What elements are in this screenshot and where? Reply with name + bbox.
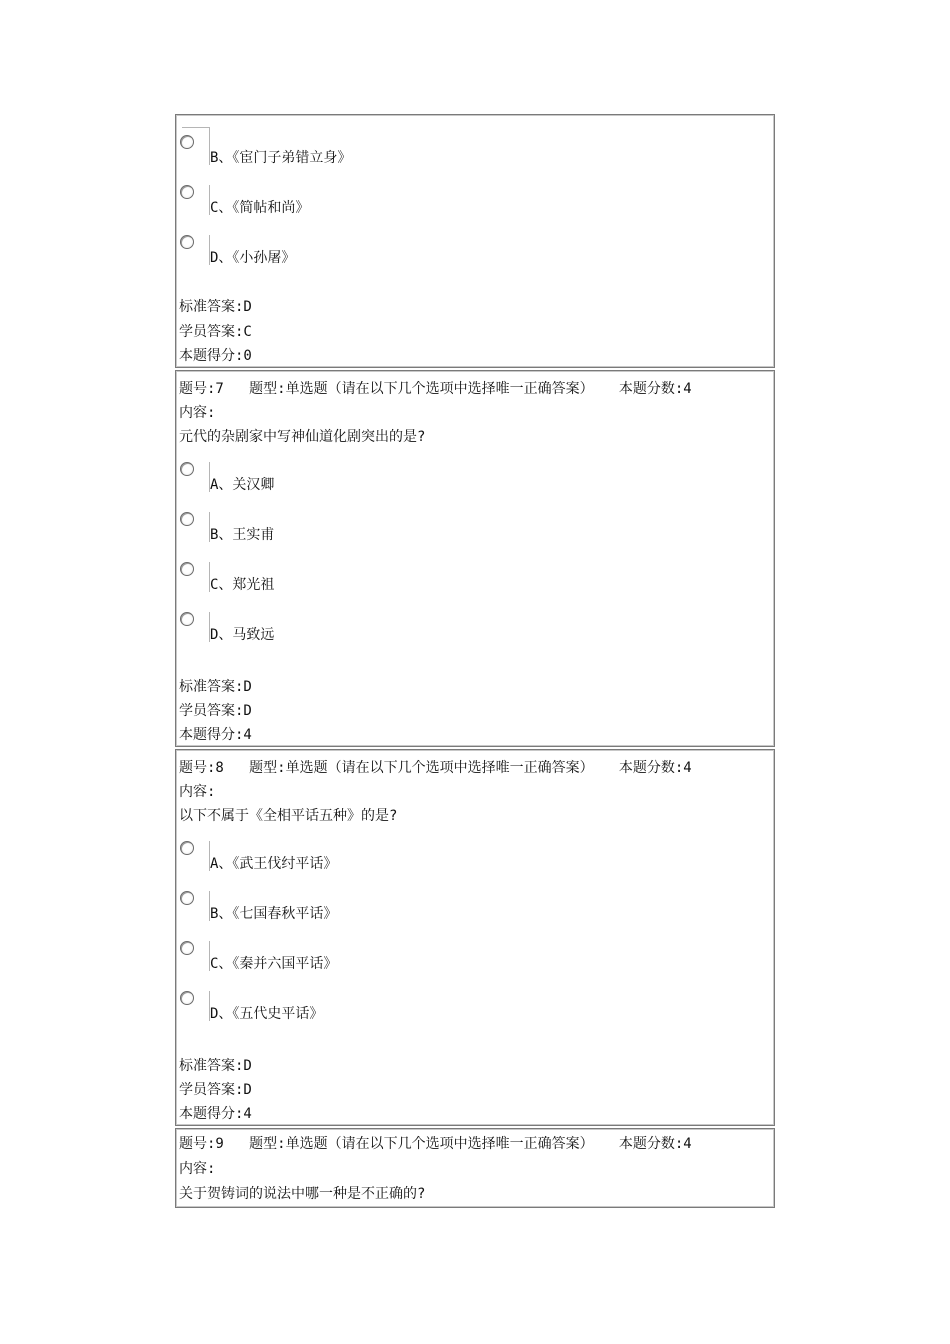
radio-button[interactable]: [180, 512, 194, 526]
option-label: B、《宦门子弟错立身》: [210, 150, 352, 166]
option-a[interactable]: [176, 462, 736, 498]
option-label: A、关汉卿: [210, 477, 275, 493]
option-d[interactable]: [176, 991, 736, 1027]
question-9-block: [175, 1128, 775, 1208]
radio-button[interactable]: [180, 891, 194, 905]
student-answer: 学员答案:D: [179, 1082, 252, 1098]
radio-button[interactable]: [180, 991, 194, 1005]
question-7-block: [175, 370, 775, 747]
question-text: 以下不属于《全相平话五种》的是?: [179, 808, 398, 824]
option-label: B、《七国春秋平话》: [210, 906, 338, 922]
option-label: D、《五代史平话》: [210, 1006, 324, 1022]
option-label: B、王实甫: [210, 527, 275, 543]
radio-button[interactable]: [180, 462, 194, 476]
question-8-block: [175, 749, 775, 1126]
option-c[interactable]: [176, 941, 736, 977]
radio-button[interactable]: [180, 235, 194, 249]
standard-answer: 标准答案:D: [179, 1058, 252, 1074]
radio-button[interactable]: [180, 612, 194, 626]
question-score: 本题得分:4: [179, 727, 252, 743]
option-label: C、郑光祖: [210, 577, 275, 593]
option-d[interactable]: [176, 235, 736, 271]
radio-button[interactable]: [180, 135, 194, 149]
option-c[interactable]: [176, 185, 736, 221]
radio-button[interactable]: [180, 841, 194, 855]
option-d[interactable]: [176, 612, 736, 648]
option-a[interactable]: [176, 841, 736, 877]
standard-answer: 标准答案:D: [179, 299, 252, 315]
radio-button[interactable]: [180, 562, 194, 576]
radio-button[interactable]: [180, 941, 194, 955]
student-answer: 学员答案:C: [179, 324, 252, 340]
option-label: C、《秦并六国平话》: [210, 956, 338, 972]
question-6-block: [175, 114, 775, 368]
content-label: 内容:: [179, 784, 216, 800]
option-b[interactable]: [176, 135, 736, 171]
standard-answer: 标准答案:D: [179, 679, 252, 695]
question-header: 题号:8 题型:单选题（请在以下几个选项中选择唯一正确答案） 本题分数:4: [179, 760, 692, 776]
radio-button[interactable]: [180, 185, 194, 199]
option-b[interactable]: [176, 891, 736, 927]
option-label: D、马致远: [210, 627, 275, 643]
option-label: C、《简帖和尚》: [210, 200, 310, 216]
option-c[interactable]: [176, 562, 736, 598]
option-label: D、《小孙屠》: [210, 250, 296, 266]
question-header: 题号:9 题型:单选题（请在以下几个选项中选择唯一正确答案） 本题分数:4: [179, 1136, 692, 1152]
question-header: 题号:7 题型:单选题（请在以下几个选项中选择唯一正确答案） 本题分数:4: [179, 381, 692, 397]
question-score: 本题得分:0: [179, 348, 252, 364]
option-divider: [182, 127, 209, 128]
content-label: 内容:: [179, 405, 216, 421]
option-label: A、《武王伐纣平话》: [210, 856, 338, 872]
option-b[interactable]: [176, 512, 736, 548]
exam-sheet: [175, 114, 775, 1210]
student-answer: 学员答案:D: [179, 703, 252, 719]
content-label: 内容:: [179, 1161, 216, 1177]
question-text: 元代的杂剧家中写神仙道化剧突出的是?: [179, 429, 426, 445]
question-score: 本题得分:4: [179, 1106, 252, 1122]
question-text: 关于贺铸词的说法中哪一种是不正确的?: [179, 1186, 426, 1202]
